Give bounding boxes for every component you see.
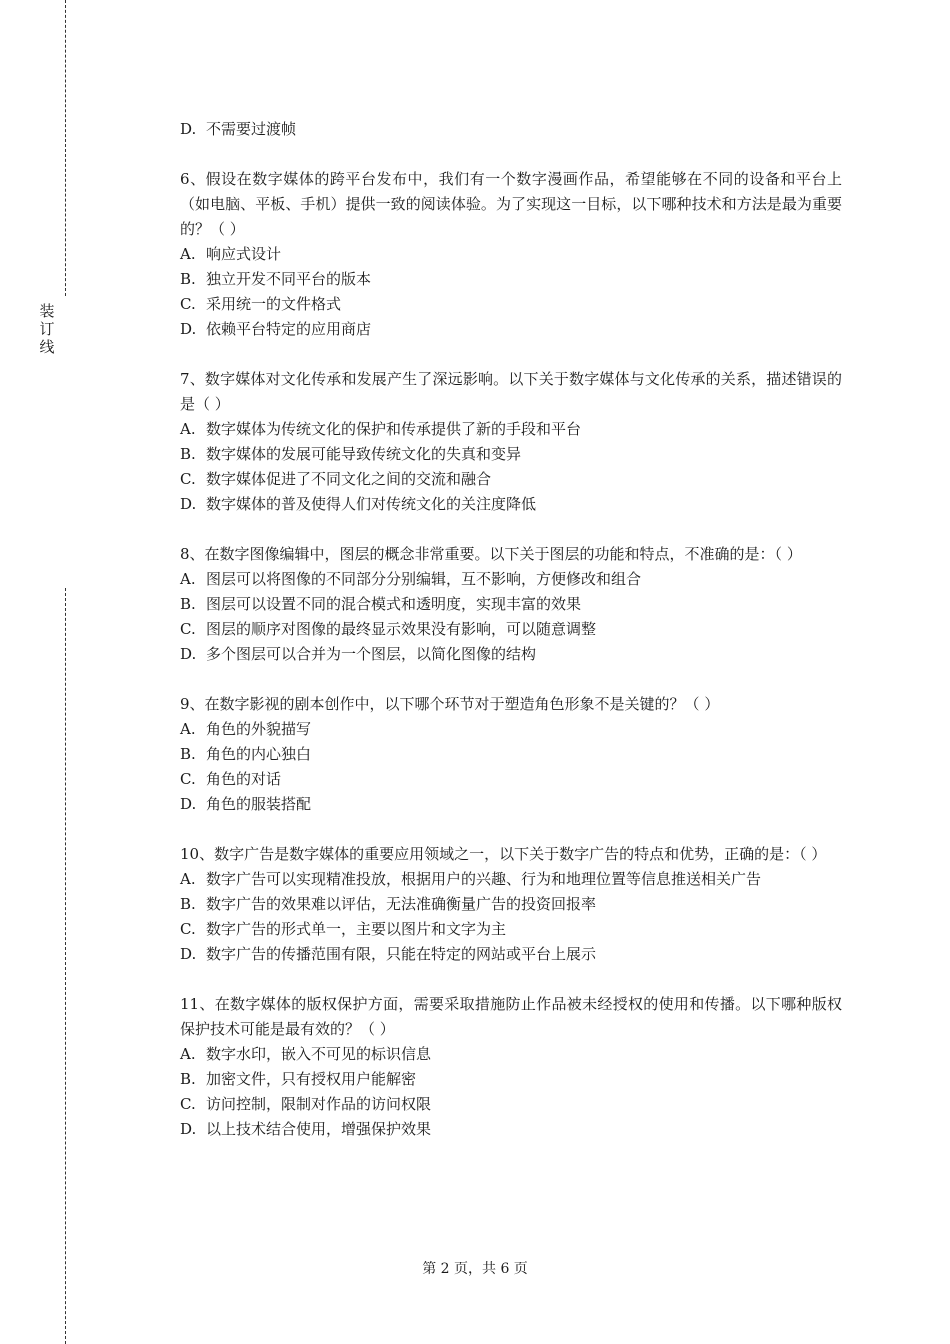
- option-text: 数字媒体的普及使得人们对传统文化的关注度降低: [206, 495, 537, 513]
- question-stem: 8、在数字图像编辑中，图层的概念非常重要。以下关于图层的功能和特点，不准确的是：（ ）: [180, 545, 802, 563]
- option-line: [180, 267, 842, 292]
- option-text: 依赖平台特定的应用商店: [206, 320, 372, 338]
- option-letter: C.: [180, 920, 196, 938]
- page-number: 第 2 页，共 6 页: [422, 1261, 528, 1277]
- option-text: 数字广告的形式单一，主要以图片和文字为主: [206, 920, 507, 938]
- option-letter: A.: [180, 245, 196, 263]
- option-letter: C.: [180, 295, 196, 313]
- question-stem: 11、在数字媒体的版权保护方面，需要采取措施防止作品被未经授权的使用和传播。以下哪种版权保护技术可能是最有效的？（ ）: [180, 995, 842, 1038]
- option-letter: D.: [180, 645, 197, 663]
- option-line: [180, 292, 842, 317]
- option-text: 以上技术结合使用，增强保护效果: [206, 1120, 432, 1138]
- option-line: [180, 642, 842, 667]
- option-line: [180, 917, 842, 942]
- option-text: 加密文件，只有授权用户能解密: [206, 1070, 417, 1088]
- option-letter: D.: [180, 945, 197, 963]
- binding-char: 订: [39, 320, 55, 338]
- question-stem: 9、在数字影视的剧本创作中，以下哪个环节对于塑造角色形象不是关键的？（ ）: [180, 695, 720, 713]
- option-line: [180, 742, 842, 767]
- option-line: [180, 792, 842, 817]
- option-text: 角色的外貌描写: [206, 720, 312, 738]
- question-stem: 10、数字广告是数字媒体的重要应用领域之一，以下关于数字广告的特点和优势，正确的是：（ ）: [180, 845, 827, 863]
- option-letter: D.: [180, 320, 197, 338]
- option-line: [180, 1117, 842, 1142]
- option-line: [180, 442, 842, 467]
- option-line: [180, 492, 842, 517]
- option-text: 图层的顺序对图像的最终显示效果没有影响，可以随意调整: [206, 620, 597, 638]
- binding-char: 装: [39, 302, 55, 320]
- binding-label: [36, 302, 58, 356]
- option-letter: D.: [180, 495, 197, 513]
- option-line: [180, 942, 842, 967]
- option-letter: A.: [180, 570, 196, 588]
- question-9: [180, 692, 842, 817]
- option-letter: D.: [180, 1120, 197, 1138]
- binding-line-bottom: [65, 588, 66, 1344]
- question-10: [180, 842, 842, 967]
- binding-line-top: [65, 0, 66, 296]
- option-line: [180, 617, 842, 642]
- option-letter: D.: [180, 795, 197, 813]
- option-text: 采用统一的文件格式: [206, 295, 342, 313]
- option-text: 图层可以设置不同的混合模式和透明度，实现丰富的效果: [206, 595, 582, 613]
- option-text: 数字媒体促进了不同文化之间的交流和融合: [206, 470, 492, 488]
- option-text: 数字广告的效果难以评估，无法准确衡量广告的投资回报率: [206, 895, 597, 913]
- option-letter: B.: [180, 745, 196, 763]
- option-line: [180, 867, 842, 892]
- exam-content: [180, 117, 842, 1167]
- option-line: [180, 592, 842, 617]
- option-text: 角色的服装搭配: [206, 795, 312, 813]
- option-text: 数字媒体为传统文化的保护和传承提供了新的手段和平台: [206, 420, 582, 438]
- option-letter: A.: [180, 420, 196, 438]
- option-text: 角色的对话: [206, 770, 282, 788]
- option-text: 数字媒体的发展可能导致传统文化的失真和变异: [206, 445, 522, 463]
- option-line: [180, 117, 842, 142]
- option-letter: A.: [180, 870, 196, 888]
- question-8: [180, 542, 842, 667]
- option-letter: B.: [180, 895, 196, 913]
- question-stem: 6、假设在数字媒体的跨平台发布中，我们有一个数字漫画作品，希望能够在不同的设备和平台上（如电脑、平板、手机）提供一致的阅读体验。为了实现这一目标，以下哪种技术和方法是最为重要的？（ ）: [180, 170, 842, 238]
- option-line: [180, 717, 842, 742]
- option-letter: C.: [180, 620, 196, 638]
- option-text: 数字广告的传播范围有限，只能在特定的网站或平台上展示: [206, 945, 597, 963]
- option-text: 响应式设计: [206, 245, 282, 263]
- option-text: 多个图层可以合并为一个图层，以简化图像的结构: [206, 645, 537, 663]
- option-line: [180, 242, 842, 267]
- option-line: [180, 892, 842, 917]
- option-text: 不需要过渡帧: [206, 120, 297, 138]
- option-letter: C.: [180, 470, 196, 488]
- option-text: 角色的内心独白: [206, 745, 312, 763]
- option-letter: D.: [180, 120, 197, 138]
- option-line: [180, 1092, 842, 1117]
- option-letter: A.: [180, 1045, 196, 1063]
- option-letter: B.: [180, 270, 196, 288]
- option-letter: C.: [180, 770, 196, 788]
- question-stem: 7、数字媒体对文化传承和发展产生了深远影响。以下关于数字媒体与文化传承的关系，描述错误的是（ ）: [180, 370, 842, 413]
- option-text: 独立开发不同平台的版本: [206, 270, 372, 288]
- option-line: [180, 467, 842, 492]
- option-letter: B.: [180, 445, 196, 463]
- option-line: [180, 417, 842, 442]
- binding-char: 线: [39, 338, 55, 356]
- question-6: [180, 167, 842, 342]
- option-letter: B.: [180, 595, 196, 613]
- option-line: [180, 1042, 842, 1067]
- option-letter: C.: [180, 1095, 196, 1113]
- option-text: 数字水印，嵌入不可见的标识信息: [206, 1045, 432, 1063]
- option-letter: B.: [180, 1070, 196, 1088]
- option-line: [180, 317, 842, 342]
- option-text: 数字广告可以实现精准投放，根据用户的兴趣、行为和地理位置等信息推送相关广告: [206, 870, 762, 888]
- option-line: [180, 567, 842, 592]
- option-text: 图层可以将图像的不同部分分别编辑，互不影响，方便修改和组合: [206, 570, 642, 588]
- option-text: 访问控制，限制对作品的访问权限: [206, 1095, 432, 1113]
- option-line: [180, 767, 842, 792]
- option-line: [180, 1067, 842, 1092]
- question-11: [180, 992, 842, 1142]
- question-7: [180, 367, 842, 517]
- carryover-option: [180, 117, 842, 142]
- option-letter: A.: [180, 720, 196, 738]
